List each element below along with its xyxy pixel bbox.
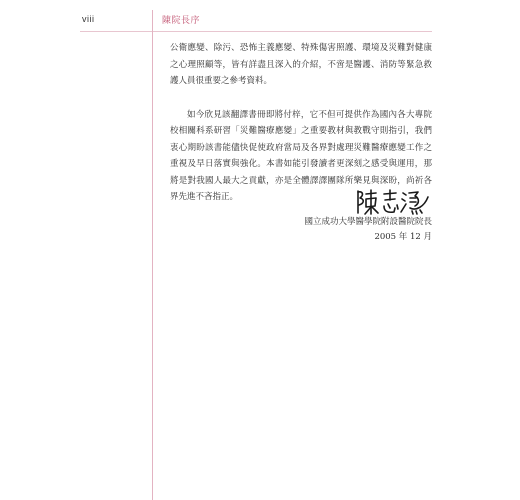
running-header: 陳院長序 [162,16,201,26]
header-rule [80,31,432,32]
signature-date: 2005 年 12 月 [374,232,432,242]
paragraph-1: 公衛應變、除污、恐怖主義應變、特殊傷害照護、環境及災難對健康之心理照顧等，皆有詳盡且深入的介紹，不啻是醫護、消防等緊急救護人員很重要之參考資料。 [170,43,432,86]
margin-rule [152,10,153,500]
handwritten-signature [354,187,432,217]
signatory-affiliation: 國立成功大學醫學院附設醫院院長 [304,217,432,227]
preface-body [170,40,432,206]
paragraph-2: 如今欣見該翻譯書冊即將付梓，它不但可提供作為國內各大專院校相關科系研習「災難醫療應變」之重要教材與教戰守則指引，我們衷心期盼該書能儘快促使政府當局及各界對處理災難醫療應變工作之重視及早日落實與強化。本書如能引發讀者更深刻之感受與運用，那將是對我國人最大之貢獻，亦是全體譯譯團隊所樂見與深盼，尚祈各界先進不吝指正。 [170,109,432,202]
page-number: viii [82,14,95,24]
